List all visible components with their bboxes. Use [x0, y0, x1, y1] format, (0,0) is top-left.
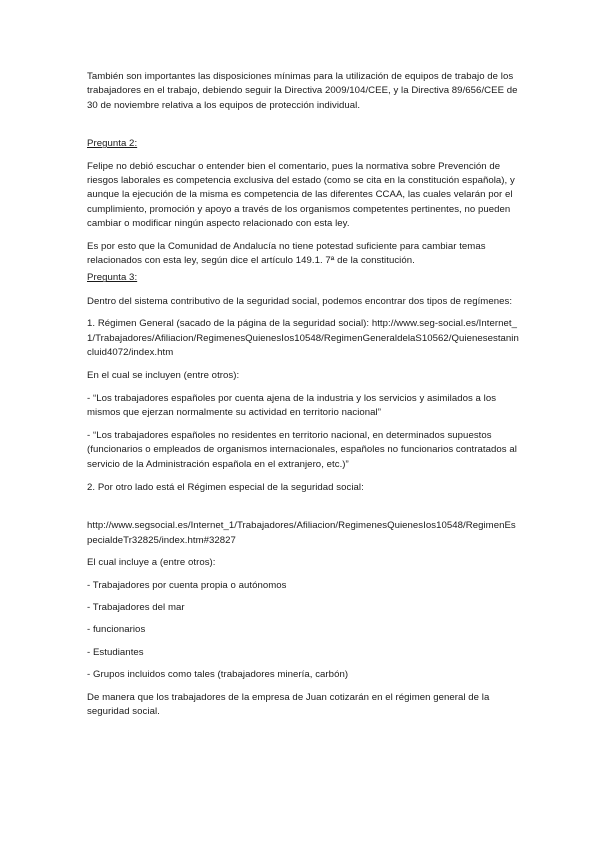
list-item: - Estudiantes	[87, 646, 144, 658]
document-body	[87, 70, 519, 727]
conclusion-paragraph: De manera que los trabajadores de la empresa de Juan cotizarán en el régimen general de la seguridad social.	[87, 691, 490, 717]
general-regime-item: 1. Régimen General (sacado de la página de la seguridad social): http://www.seg-social.es/Internet_1/Trabajadores/Afiliacion/RegimenesQuienesIos10548/RegimenGeneraldelaS10562/Quienesestanincluid4072/index.htm	[87, 318, 519, 359]
question-2-heading: Pregunta 2:	[87, 138, 138, 150]
general-regime-quote-1: - “Los trabajadores españoles por cuenta ajena de la industria y los servicios y asimilados a los mismos que ejerzan normalmente su actividad en territorio nacional”	[87, 392, 497, 419]
question-2-paragraph-2: Es por esto que la Comunidad de Andalucía no tiene potestad suficiente para cambiar temas relacionados con esta ley, según dice el artículo 149.1. 7ª de la constitución.	[87, 240, 486, 267]
question-3-heading: Pregunta 3:	[87, 272, 138, 284]
general-regime-quote-2: - “Los trabajadores españoles no residentes en territorio nacional, en determinados supuestos (funcionarios o empleados de organismos internacionales, españoles no funcionarios contratados al servicio de la Administración española en el extranjero, etc.)”	[87, 429, 517, 470]
list-item: - funcionarios	[87, 624, 146, 636]
list-item: - Trabajadores por cuenta propia o autónomos	[87, 579, 287, 591]
special-regime-url: http://www.segsocial.es/Internet_1/Trabajadores/Afiliacion/RegimenesQuienesIos10548/RegimenEspecialdeTr32825/index.htm#32827	[87, 520, 516, 546]
list-item: - Grupos incluidos como tales (trabajadores minería, carbón)	[87, 669, 349, 681]
special-regime-included-label: El cual incluye a (entre otros):	[87, 557, 216, 569]
list-item: - Trabajadores del mar	[87, 601, 185, 613]
question-3-intro: Dentro del sistema contributivo de la seguridad social, podemos encontrar dos tipos de regímenes:	[87, 295, 513, 307]
general-regime-included-label: En el cual se incluyen (entre otros):	[87, 369, 240, 381]
intro-paragraph: También son importantes las disposiciones mínimas para la utilización de equipos de trabajo de los trabajadores en el trabajo, debiendo seguir la Directiva 2009/104/CEE, y la Directiva 89/656/CEE de 30 de noviembre relativa a los equipos de protección individual.	[87, 71, 518, 111]
question-2-paragraph-1: Felipe no debió escuchar o entender bien el comentario, pues la normativa sobre Prevención de riesgos laborales es competencia exclusiva del estado (como se cita en la constitución española), y aunque la ejecución de la misma es competencia de las diferentes CCAA, las cuales velarán por el cumplimiento, promoción y apoyo a través de los organismos competentes pertinentes, no pueden cambiar o modificar ningún aspecto relacionado con esta ley.	[87, 160, 515, 230]
special-regime-item: 2. Por otro lado está el Régimen especial de la seguridad social:	[87, 481, 364, 493]
